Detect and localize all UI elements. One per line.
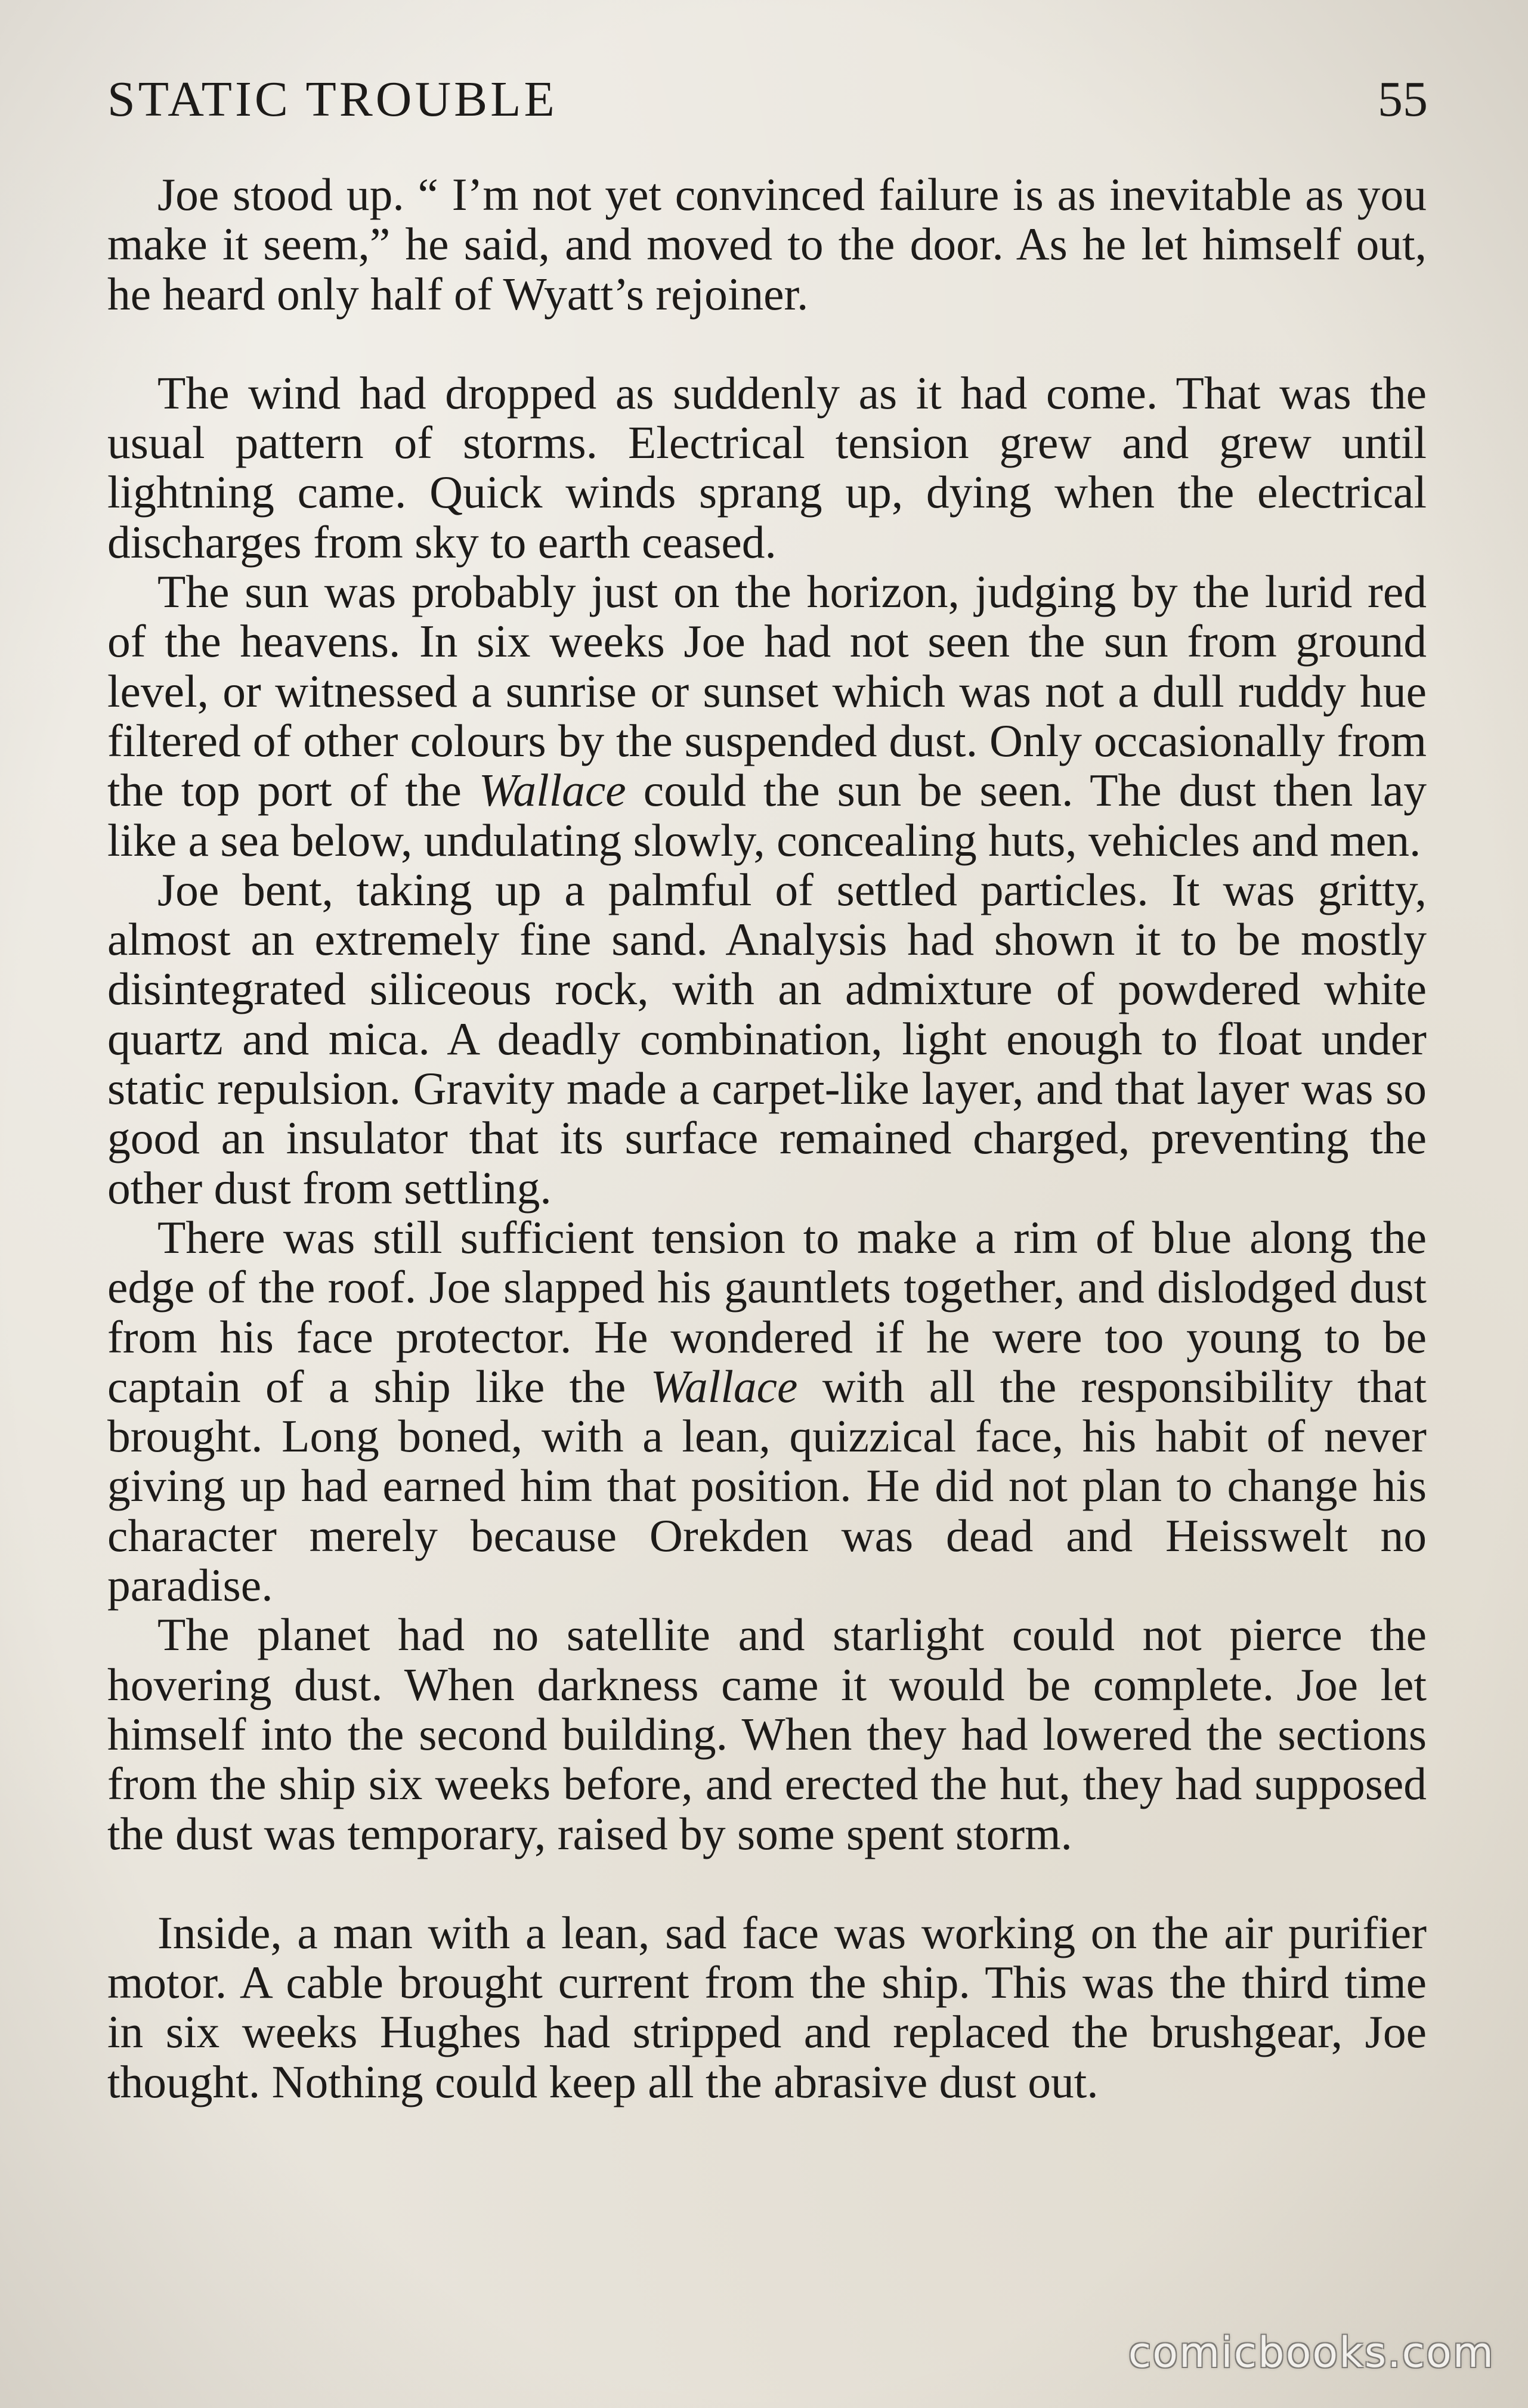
italic-ship-name: Wallace xyxy=(478,765,626,816)
text-run: Joe stood up. “ I’m not yet convinced failure is as inevitable as you make it seem,” he said, and moved to the door. As he let himself out, he heard only half of Wyatt’s rejoiner. xyxy=(107,169,1427,320)
paragraph xyxy=(107,1908,1427,2107)
watermark-logo: comicbooks.com xyxy=(1128,2328,1495,2377)
running-head: STATIC TROUBLE xyxy=(107,72,558,127)
page-header xyxy=(107,70,1428,130)
italic-ship-name: Wallace xyxy=(650,1360,798,1412)
paragraph xyxy=(107,170,1427,319)
text-run: There was still sufficient tension to make a rim of blue along the edge of the roof. Joe slapped his gauntlets together, and dislodged dust from his face protector. He wondered if he were too young to be captain of a ship like the xyxy=(107,1211,1427,1412)
body-text xyxy=(107,170,1427,2107)
text-run: The planet had no satellite and starlight could not pierce the hovering dust. When darkness came it would be complete. Joe let himself into the second building. When they had lowered the sections from the ship six weeks before, and erected the hut, they had supposed the dust was temporary, raised by some spent storm. xyxy=(107,1609,1427,1859)
paragraph xyxy=(107,1213,1427,1610)
page-number: 55 xyxy=(1378,72,1428,127)
paragraph xyxy=(107,1610,1427,1858)
text-run: Joe bent, taking up a palmful of settled particles. It was gritty, almost an extremely fine sand. Analysis had shown it to be mostly disintegrated siliceous rock, with an admixture of powdered white quartz and mica. A deadly combination, light enough to float under static repulsion. Gravity made a carpet-like layer, and that layer was so good an insulator that its surface remained charged, preventing the other dust from settling. xyxy=(107,863,1427,1214)
text-run: The wind had dropped as suddenly as it had come. That was the usual pattern of storms. Electrical tension grew and grew until lightning came. Quick winds sprang up, dying when the electrical discharges from sky to earth ceased. xyxy=(107,367,1427,568)
text-run: The sun was probably just on the horizon, judging by the lurid red of the heavens. In six weeks Joe had not seen the sun from ground level, or witnessed a sunrise or sunset which was not a dull ruddy hue filtered of other colours by the suspended dust. Only occasionally from the top port of the xyxy=(107,566,1427,816)
text-run: with all the responsibility that brought. Long boned, with a lean, quizzical face, his habit of never giving up had earned him that position. He did not plan to change his character merely because Orekden was dead and Heisswelt no paradise. xyxy=(107,1360,1427,1611)
paragraph xyxy=(107,865,1427,1213)
text-run: could the sun be seen. The dust then lay like a sea below, undulating slowly, concealing huts, vehicles and men. xyxy=(107,765,1427,866)
paragraph xyxy=(107,369,1427,567)
paragraph xyxy=(107,567,1427,865)
text-run: Inside, a man with a lean, sad face was working on the air purifier motor. A cable brought current from the ship. This was the third time in six weeks Hughes had stripped and replaced the brushgear, Joe thought. Nothing could keep all the abrasive dust out. xyxy=(107,1906,1427,2107)
